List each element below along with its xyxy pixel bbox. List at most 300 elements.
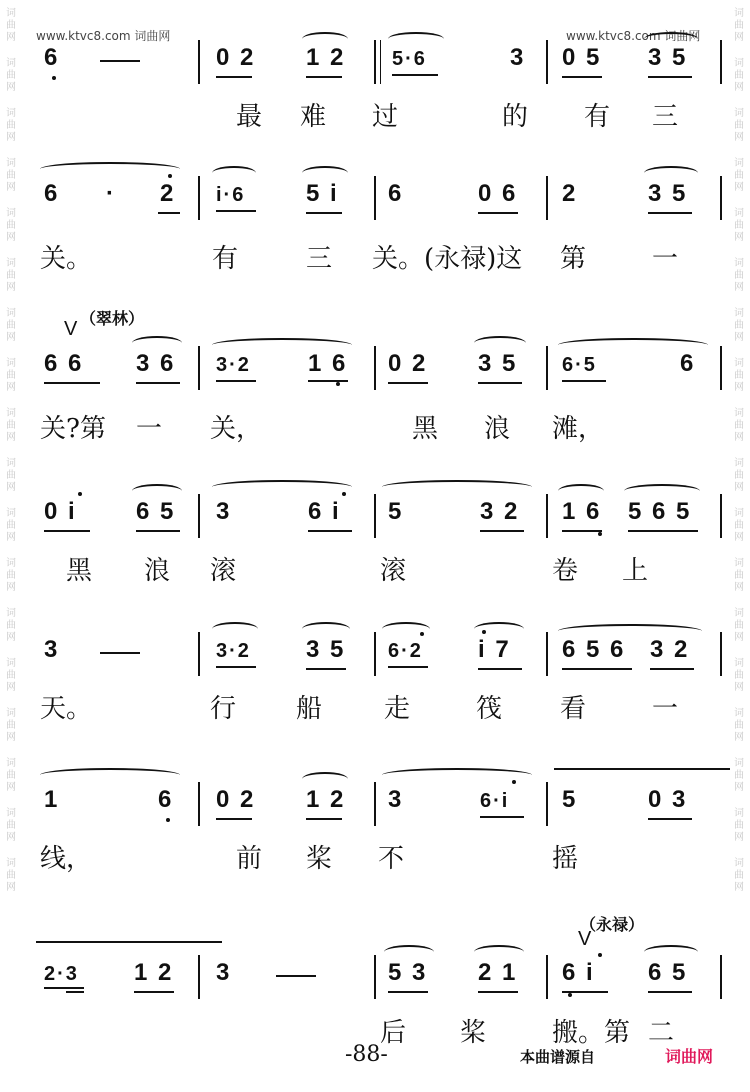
watermark-glyph-group bbox=[728, 708, 750, 744]
watermark-char: 曲 bbox=[6, 870, 16, 881]
lyric: 行 bbox=[210, 694, 237, 724]
watermark-char: 网 bbox=[734, 832, 744, 843]
watermark-char: 网 bbox=[734, 882, 744, 893]
watermark-char: 词 bbox=[734, 308, 744, 319]
watermark-char: 词 bbox=[6, 258, 16, 269]
note: 6·2 bbox=[388, 640, 423, 662]
lyric: 浪 bbox=[484, 414, 511, 444]
watermark-char: 网 bbox=[6, 132, 16, 143]
watermark-char: 词 bbox=[734, 58, 744, 69]
underline bbox=[306, 212, 342, 214]
lyric: 黑 bbox=[412, 414, 439, 444]
lyric: 筏 bbox=[476, 694, 503, 724]
watermark-glyph-group bbox=[728, 358, 750, 394]
watermark-char: 曲 bbox=[734, 70, 744, 81]
slur bbox=[212, 622, 258, 636]
note: 0 6 bbox=[478, 180, 518, 207]
lyric: 一 bbox=[136, 414, 163, 444]
underline bbox=[388, 666, 428, 668]
slur bbox=[302, 772, 348, 786]
barline bbox=[720, 346, 722, 390]
watermark-char: 网 bbox=[734, 432, 744, 443]
underline bbox=[308, 530, 352, 532]
lyric: 滚 bbox=[210, 556, 237, 586]
note: 1 6 bbox=[562, 498, 602, 525]
watermark-char: 词 bbox=[6, 408, 16, 419]
watermark-char: 曲 bbox=[734, 870, 744, 881]
watermark-char: 词 bbox=[6, 708, 16, 719]
note: 5 bbox=[562, 786, 578, 813]
watermark-char: 词 bbox=[734, 758, 744, 769]
watermark-glyph-group bbox=[0, 408, 22, 444]
watermark-char: 曲 bbox=[6, 420, 16, 431]
underline bbox=[480, 816, 524, 818]
low-octave-dot bbox=[336, 382, 340, 386]
high-octave-dot bbox=[420, 632, 424, 636]
extension-dash bbox=[276, 975, 316, 977]
underline bbox=[648, 818, 692, 820]
underline bbox=[388, 382, 428, 384]
high-octave-dot bbox=[78, 492, 82, 496]
watermark-char: 网 bbox=[734, 482, 744, 493]
slur bbox=[644, 945, 698, 959]
watermark-char: 网 bbox=[6, 882, 16, 893]
note: 3 5 bbox=[306, 636, 346, 663]
watermark-glyph-group bbox=[0, 308, 22, 344]
watermark-glyph-group bbox=[728, 208, 750, 244]
underline bbox=[648, 212, 692, 214]
watermark-char: 曲 bbox=[734, 770, 744, 781]
watermark-char: 曲 bbox=[734, 670, 744, 681]
watermark-glyph-group bbox=[0, 708, 22, 744]
note: 0 2 bbox=[388, 350, 428, 377]
note: 6 5 6 bbox=[562, 636, 626, 663]
watermark-char: 曲 bbox=[6, 320, 16, 331]
barline bbox=[198, 346, 200, 390]
lyric: 有 bbox=[212, 244, 239, 274]
note: 6 bbox=[680, 350, 696, 377]
barline bbox=[374, 40, 376, 84]
watermark-char: 曲 bbox=[6, 70, 16, 81]
watermark-char: 曲 bbox=[734, 420, 744, 431]
watermark-char: 词 bbox=[734, 858, 744, 869]
lyric: 关?第 bbox=[40, 414, 106, 444]
lyric: 线， bbox=[40, 844, 93, 874]
barline bbox=[720, 632, 722, 676]
note: 0 i bbox=[44, 498, 77, 525]
watermark-char: 词 bbox=[734, 508, 744, 519]
high-octave-dot bbox=[342, 492, 346, 496]
note: 6 bbox=[388, 180, 404, 207]
note: i·6 bbox=[216, 184, 246, 206]
lyric: 关， bbox=[210, 414, 263, 444]
note: 3·2 bbox=[216, 640, 251, 662]
watermark-char: 网 bbox=[734, 32, 744, 43]
watermark-char: 网 bbox=[6, 632, 16, 643]
watermark-char: 曲 bbox=[734, 20, 744, 31]
watermark-char: 词 bbox=[734, 258, 744, 269]
underline bbox=[392, 74, 438, 76]
note: 2 bbox=[562, 180, 578, 207]
watermark-char: 词 bbox=[734, 458, 744, 469]
watermark-glyph-group bbox=[728, 608, 750, 644]
lyric: 后 bbox=[380, 1018, 407, 1048]
watermark-glyph-group bbox=[728, 458, 750, 494]
underline bbox=[478, 382, 522, 384]
page-number: -88- bbox=[345, 1042, 388, 1067]
note: 6·i bbox=[480, 790, 510, 812]
watermark-char: 词 bbox=[6, 58, 16, 69]
barline bbox=[546, 40, 548, 84]
watermark-glyph-group bbox=[728, 258, 750, 294]
underline bbox=[388, 991, 428, 993]
underline bbox=[478, 212, 518, 214]
watermark-glyph-group bbox=[0, 758, 22, 794]
watermark-glyph-group bbox=[0, 208, 22, 244]
lyric: 看 bbox=[560, 694, 587, 724]
barline bbox=[198, 782, 200, 826]
watermark-char: 网 bbox=[734, 282, 744, 293]
barline bbox=[198, 955, 200, 999]
underline bbox=[44, 382, 100, 384]
lyric: 最 bbox=[236, 102, 263, 132]
watermark-glyph-group bbox=[0, 258, 22, 294]
lyric: 一 bbox=[652, 694, 679, 724]
underline bbox=[216, 818, 252, 820]
barline bbox=[720, 494, 722, 538]
underline bbox=[478, 668, 522, 670]
watermark-char: 词 bbox=[734, 708, 744, 719]
watermark-char: 网 bbox=[6, 332, 16, 343]
watermark-char: 曲 bbox=[6, 20, 16, 31]
watermark-char: 词 bbox=[6, 858, 16, 869]
low-octave-dot bbox=[568, 993, 572, 997]
watermark-char: 词 bbox=[6, 108, 16, 119]
barline bbox=[720, 176, 722, 220]
note: 5 i bbox=[306, 180, 339, 207]
note: 6 bbox=[44, 44, 60, 71]
underline bbox=[136, 382, 180, 384]
left-watermark-strip bbox=[0, 0, 22, 1092]
note: 3 6 bbox=[136, 350, 176, 377]
watermark-char: 词 bbox=[6, 658, 16, 669]
underline bbox=[562, 76, 602, 78]
lyric: 浪 bbox=[144, 556, 171, 586]
watermark-glyph-group bbox=[0, 108, 22, 144]
note: 6 i bbox=[562, 959, 595, 986]
note: 6 5 bbox=[648, 959, 688, 986]
lyric: 有 bbox=[584, 102, 611, 132]
watermark-char: 词 bbox=[734, 808, 744, 819]
underline bbox=[306, 668, 346, 670]
lyric: 不 bbox=[378, 844, 405, 874]
watermark-char: 曲 bbox=[734, 520, 744, 531]
underline bbox=[306, 818, 342, 820]
underline bbox=[216, 210, 256, 212]
watermark-char: 曲 bbox=[6, 770, 16, 781]
watermark-char: 词 bbox=[6, 458, 16, 469]
watermark-glyph-group bbox=[0, 8, 22, 44]
note: 6 6 bbox=[44, 350, 84, 377]
watermark-char: 曲 bbox=[6, 370, 16, 381]
watermark-char: 网 bbox=[6, 232, 16, 243]
underline bbox=[216, 76, 252, 78]
underline bbox=[216, 380, 256, 382]
watermark-char: 网 bbox=[6, 532, 16, 543]
watermark-glyph-group bbox=[0, 458, 22, 494]
watermark-char: 网 bbox=[734, 782, 744, 793]
watermark-glyph-group bbox=[0, 608, 22, 644]
lyric: 关。(永禄)这 bbox=[372, 244, 523, 274]
watermark-glyph-group bbox=[728, 308, 750, 344]
note: 6·5 bbox=[562, 354, 597, 376]
note: 3 bbox=[216, 498, 232, 525]
underline bbox=[648, 76, 692, 78]
note: 6 bbox=[158, 786, 174, 813]
note: 2 bbox=[160, 180, 176, 207]
watermark-char: 词 bbox=[6, 8, 16, 19]
underline bbox=[134, 991, 174, 993]
tie bbox=[36, 941, 222, 955]
watermark-glyph-group bbox=[728, 558, 750, 594]
watermark-glyph-group bbox=[0, 808, 22, 844]
barline bbox=[374, 346, 376, 390]
double-underline bbox=[66, 991, 84, 993]
note: 6 i bbox=[308, 498, 341, 525]
brand-logo-text[interactable]: 词曲网 bbox=[665, 1047, 714, 1066]
watermark-char: 曲 bbox=[734, 220, 744, 231]
note: 0 2 bbox=[216, 44, 256, 71]
watermark-char: 词 bbox=[734, 408, 744, 419]
lyric: 三 bbox=[306, 244, 333, 274]
note: 1 2 bbox=[306, 44, 346, 71]
watermark-char: 曲 bbox=[734, 320, 744, 331]
underline bbox=[306, 76, 342, 78]
singer-cue: （翠林） bbox=[80, 309, 145, 328]
lyric: 摇 bbox=[552, 844, 579, 874]
watermark-glyph-group bbox=[728, 808, 750, 844]
underline bbox=[480, 530, 524, 532]
note: 2 1 bbox=[478, 959, 518, 986]
watermark-char: 网 bbox=[734, 532, 744, 543]
barline bbox=[546, 782, 548, 826]
watermark-char: 曲 bbox=[6, 820, 16, 831]
watermark-glyph-group bbox=[728, 758, 750, 794]
right-watermark-strip bbox=[728, 0, 750, 1092]
slur bbox=[474, 336, 526, 350]
lyric: 三 bbox=[652, 102, 679, 132]
underline bbox=[648, 991, 692, 993]
watermark-char: 词 bbox=[734, 558, 744, 569]
watermark-char: 曲 bbox=[734, 470, 744, 481]
watermark-char: 词 bbox=[6, 508, 16, 519]
note: 1 bbox=[44, 786, 60, 813]
underline bbox=[44, 987, 84, 989]
watermark-char: 网 bbox=[6, 382, 16, 393]
watermark-char: 词 bbox=[734, 8, 744, 19]
slur bbox=[132, 484, 182, 498]
lyric: 的 bbox=[502, 102, 529, 132]
watermark-glyph-group bbox=[0, 358, 22, 394]
note: 6 5 bbox=[136, 498, 176, 525]
barline bbox=[374, 494, 376, 538]
barline bbox=[374, 632, 376, 676]
note: 0 3 bbox=[648, 786, 688, 813]
watermark-char: 曲 bbox=[6, 570, 16, 581]
lyric: 天。 bbox=[40, 694, 93, 724]
barline bbox=[374, 955, 376, 999]
slur bbox=[382, 768, 532, 782]
watermark-char: 网 bbox=[6, 182, 16, 193]
watermark-char: 网 bbox=[6, 82, 16, 93]
lyric: 上 bbox=[622, 556, 649, 586]
note: 5 3 bbox=[388, 959, 428, 986]
note: 6 bbox=[44, 180, 60, 207]
note: i 7 bbox=[478, 636, 511, 663]
watermark-glyph-group bbox=[728, 158, 750, 194]
watermark-glyph-group bbox=[0, 858, 22, 894]
underline bbox=[136, 530, 180, 532]
watermark-char: 网 bbox=[6, 482, 16, 493]
watermark-char: 曲 bbox=[6, 170, 16, 181]
watermark-glyph-group bbox=[0, 58, 22, 94]
watermark-char: 词 bbox=[734, 358, 744, 369]
watermark-char: 曲 bbox=[734, 270, 744, 281]
barline bbox=[374, 782, 376, 826]
barline bbox=[546, 176, 548, 220]
slur bbox=[132, 336, 182, 350]
barline bbox=[198, 632, 200, 676]
watermark-char: 网 bbox=[6, 832, 16, 843]
note: 3 bbox=[510, 44, 526, 71]
high-octave-dot bbox=[482, 630, 486, 634]
slur bbox=[40, 162, 180, 176]
watermark-char: 曲 bbox=[734, 620, 744, 631]
barline bbox=[546, 632, 548, 676]
watermark-char: 曲 bbox=[6, 620, 16, 631]
low-octave-dot bbox=[52, 76, 56, 80]
singer-cue: （永禄） bbox=[580, 915, 645, 934]
watermark-char: 词 bbox=[6, 608, 16, 619]
watermark-char: 曲 bbox=[6, 520, 16, 531]
note: 1 2 bbox=[306, 786, 346, 813]
note: 1 2 bbox=[134, 959, 174, 986]
watermark-glyph-group bbox=[0, 658, 22, 694]
note: 1 6 bbox=[308, 350, 348, 377]
note: 3 5 bbox=[478, 350, 518, 377]
note: 5 6 5 bbox=[628, 498, 692, 525]
slur bbox=[474, 945, 524, 959]
watermark-char: 词 bbox=[734, 658, 744, 669]
barline bbox=[546, 346, 548, 390]
watermark-char: 网 bbox=[6, 582, 16, 593]
note: · bbox=[106, 180, 116, 207]
note: 3 2 bbox=[650, 636, 690, 663]
barline bbox=[198, 494, 200, 538]
watermark-char: 网 bbox=[734, 582, 744, 593]
lyric: 一 bbox=[652, 244, 679, 274]
watermark-char: 曲 bbox=[734, 720, 744, 731]
watermark-char: 曲 bbox=[734, 820, 744, 831]
underline bbox=[308, 380, 348, 382]
slur bbox=[212, 166, 256, 180]
note: 2·3 bbox=[44, 963, 79, 985]
slur bbox=[558, 484, 604, 498]
watermark-char: 词 bbox=[6, 358, 16, 369]
watermark-glyph-group bbox=[728, 58, 750, 94]
barline bbox=[198, 40, 200, 84]
watermark-char: 网 bbox=[734, 82, 744, 93]
lyric: 搬。第 bbox=[552, 1018, 631, 1048]
note: 3 bbox=[44, 636, 60, 663]
slur bbox=[644, 166, 698, 180]
watermark-char: 网 bbox=[6, 732, 16, 743]
watermark-char: 曲 bbox=[734, 370, 744, 381]
source-note: 本曲谱源自 bbox=[520, 1048, 596, 1066]
underline bbox=[478, 991, 518, 993]
barline bbox=[546, 494, 548, 538]
extension-dash bbox=[100, 60, 140, 62]
high-octave-dot bbox=[168, 174, 172, 178]
slur bbox=[212, 480, 352, 494]
watermark-top-right: www.ktvc8.com 词曲网 bbox=[566, 29, 701, 43]
breath-mark: V bbox=[578, 928, 592, 950]
lyric: 走 bbox=[384, 694, 411, 724]
barline bbox=[380, 40, 381, 84]
barline bbox=[720, 40, 722, 84]
watermark-char: 网 bbox=[734, 132, 744, 143]
breath-mark: V bbox=[64, 318, 78, 340]
watermark-char: 网 bbox=[734, 682, 744, 693]
low-octave-dot bbox=[166, 818, 170, 822]
watermark-char: 曲 bbox=[6, 220, 16, 231]
watermark-glyph-group bbox=[0, 558, 22, 594]
tie bbox=[554, 768, 730, 782]
watermark-char: 词 bbox=[734, 158, 744, 169]
watermark-char: 词 bbox=[734, 108, 744, 119]
lyric: 关。 bbox=[40, 244, 93, 274]
watermark-char: 曲 bbox=[6, 470, 16, 481]
watermark-char: 曲 bbox=[734, 120, 744, 131]
lyric: 难 bbox=[300, 102, 327, 132]
note: 3 5 bbox=[648, 44, 688, 71]
lyric: 前 bbox=[236, 844, 263, 874]
slur bbox=[474, 622, 524, 636]
watermark-char: 网 bbox=[734, 732, 744, 743]
watermark-char: 词 bbox=[6, 558, 16, 569]
slur bbox=[384, 945, 434, 959]
watermark-char: 网 bbox=[6, 682, 16, 693]
lyric: 第 bbox=[560, 244, 587, 274]
lyric: 滩， bbox=[552, 414, 605, 444]
high-octave-dot bbox=[512, 780, 516, 784]
lyric: 过 bbox=[372, 102, 399, 132]
underline bbox=[44, 530, 90, 532]
lyric: 滚 bbox=[380, 556, 407, 586]
note: 5 bbox=[388, 498, 404, 525]
watermark-char: 词 bbox=[734, 608, 744, 619]
barline bbox=[198, 176, 200, 220]
note: 3 bbox=[388, 786, 404, 813]
watermark-char: 曲 bbox=[734, 570, 744, 581]
underline bbox=[158, 212, 180, 214]
underline bbox=[216, 666, 256, 668]
lyric: 黑 bbox=[66, 556, 93, 586]
barline bbox=[720, 955, 722, 999]
watermark-char: 词 bbox=[6, 208, 16, 219]
watermark-char: 词 bbox=[6, 158, 16, 169]
extension-dash bbox=[100, 652, 140, 654]
